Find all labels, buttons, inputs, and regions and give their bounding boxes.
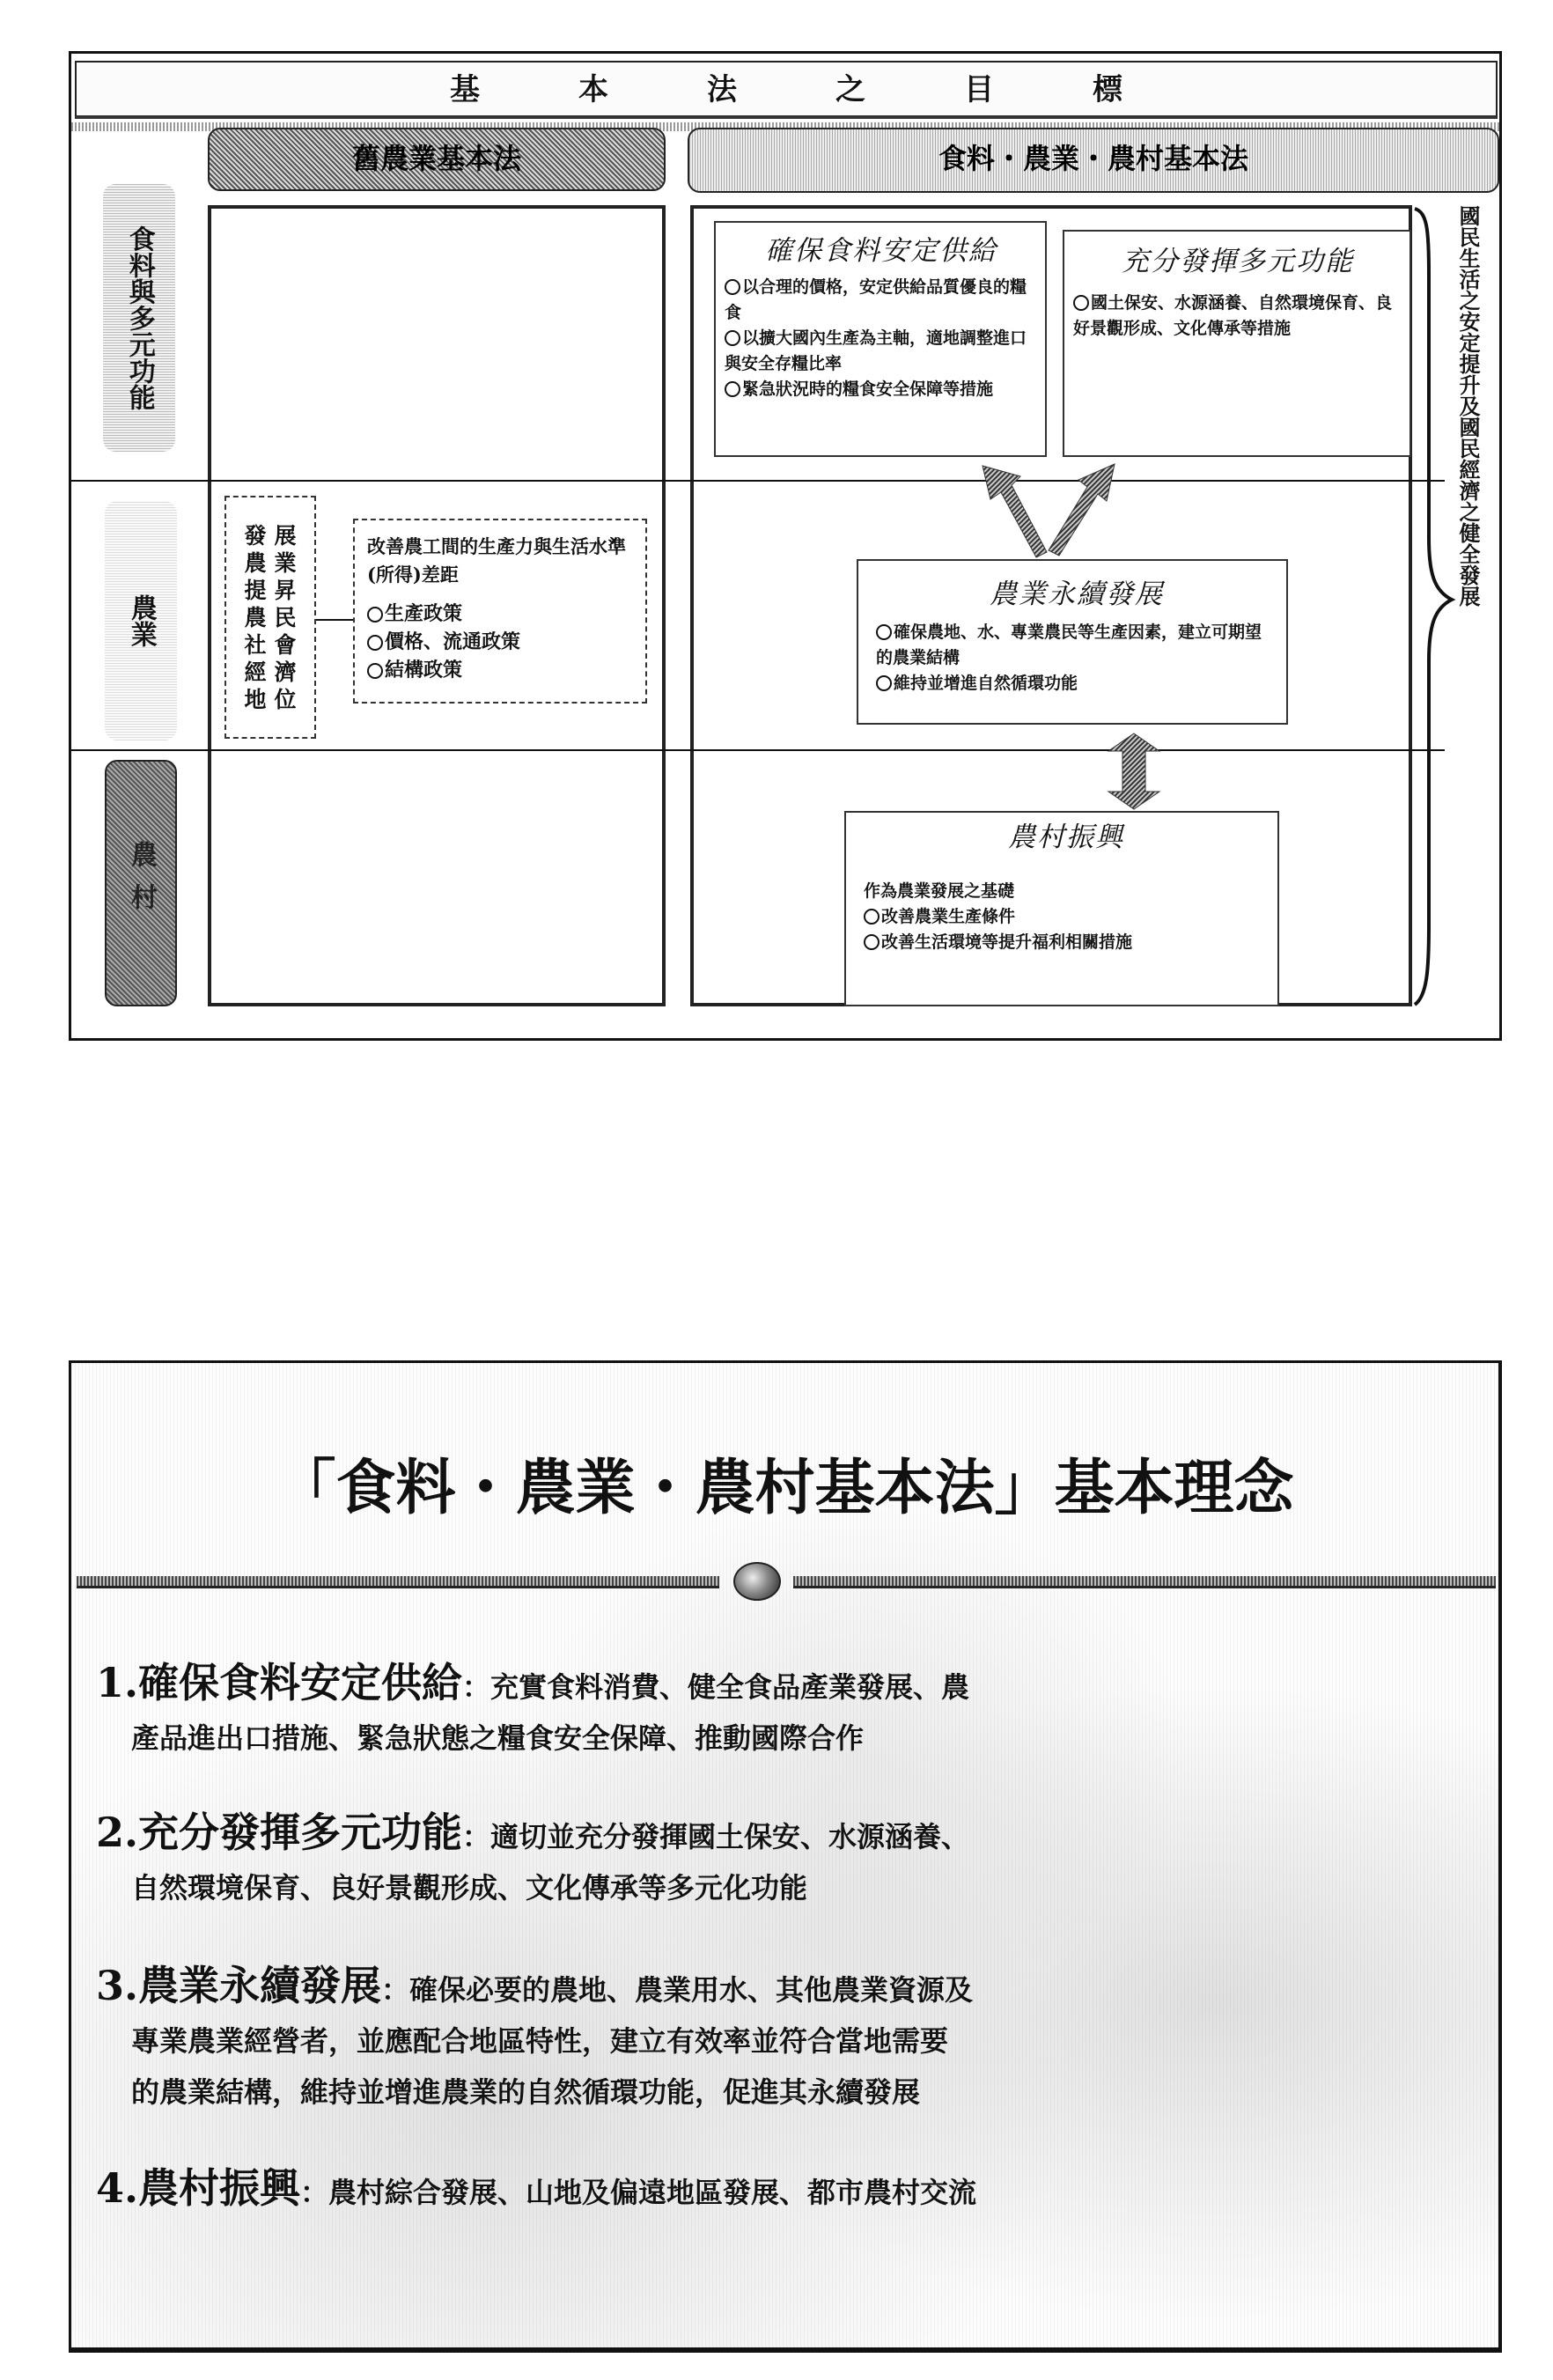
multifunction-box: [1063, 230, 1411, 457]
policy-item: [367, 628, 638, 656]
rural-revitalization-box: [844, 811, 1279, 1006]
food-supply-item: [725, 275, 1038, 326]
principle-text: 農村綜合發展、山地及偏遠地區發展、都市農村交流: [328, 2176, 977, 2209]
food-supply-box: [714, 221, 1047, 457]
principle-text-continued: 專業農業經營者，並應配合地區特性，建立有效率並符合當地需要: [131, 2024, 949, 2058]
goal-char: 民: [274, 604, 297, 630]
divider-gem-icon: [733, 1562, 781, 1601]
row-label-text: 食料與多元功能: [123, 225, 155, 410]
principle-item: [96, 1960, 1487, 2118]
rural-item-text: 改善農業生產條件: [881, 907, 1016, 926]
principle-text-continued: 產品進出口措施、緊急狀態之糧食安全保障、推動國際合作: [131, 1721, 865, 1755]
sustainable-item-text: 維持並增進自然循環功能: [894, 674, 1078, 693]
title-char: 目: [964, 72, 994, 107]
basic-principles-slide: [69, 1360, 1502, 2353]
title-char: 基: [450, 72, 480, 107]
sustainable-development-box: [857, 559, 1288, 725]
old-law-policy-box: [353, 519, 647, 704]
principle-text: 確保必要的農地、農業用水、其他農業資源及: [409, 1973, 974, 2007]
food-supply-item-text: 以擴大國內生產為主軸，適地調整進口與安全存糧比率: [725, 328, 1027, 373]
food-supply-item-text: 緊急狀況時的糧食安全保障等措施: [742, 379, 994, 399]
sustainable-item: [876, 671, 1277, 696]
rural-item: [864, 930, 1269, 955]
double-arrow-icon: [1103, 732, 1165, 811]
principle-text: 適切並充分發揮國土保安、水源涵養、: [490, 1820, 970, 1853]
sustainable-item: [876, 620, 1277, 671]
principle-heading: 充分發揮多元功能: [138, 1809, 463, 1856]
row-divider-line: [71, 749, 1445, 751]
principle-number: 1.: [96, 1659, 139, 1706]
food-supply-item: [725, 326, 1038, 377]
principle-heading: 農村振興: [138, 2164, 301, 2212]
goals-diagram-slide: [69, 51, 1502, 1041]
principle-text-continued: 的農業結構，維持並增進農業的自然循環功能，促進其永續發展: [131, 2075, 921, 2109]
title-divider-right: [793, 1576, 1496, 1588]
old-law-header: 舊農業基本法: [208, 128, 666, 191]
goal-char: 會: [274, 631, 297, 658]
rural-item-text: 改善生活環境等提升福利相關措施: [881, 932, 1133, 952]
row-label-food-multifunction: [103, 184, 175, 452]
brace-path: [1415, 209, 1452, 1005]
title-char: 法: [707, 72, 737, 107]
food-supply-item: [725, 377, 1038, 402]
sustainable-item-text: 確保農地、水、專業農民等生產因素，建立可期望的農業結構: [876, 623, 1262, 667]
slide-title: [77, 63, 1496, 117]
food-supply-title: 確保食料安定供給: [765, 235, 997, 267]
principle-separator: ：: [381, 1973, 410, 2007]
principle-text: 充實食料消費、健全食品產業發展、農: [490, 1670, 970, 1704]
principle-item: [96, 1807, 1487, 1913]
arrow-up-left: [983, 466, 1047, 557]
circle-bullet-icon: [725, 279, 740, 295]
goal-char: 地: [244, 686, 267, 712]
circle-bullet-icon: [876, 624, 892, 640]
goal-char: 社: [244, 631, 267, 658]
principle-heading: 確保食料安定供給: [138, 1659, 463, 1706]
circle-bullet-icon: [367, 607, 383, 623]
principle-separator: ：: [300, 2176, 329, 2209]
title-char: 本: [578, 72, 608, 107]
principle-number: 2.: [96, 1809, 139, 1856]
row-label-agriculture: [105, 501, 177, 741]
goal-char: 業: [274, 549, 297, 576]
circle-bullet-icon: [864, 934, 880, 950]
multifunction-title: 充分發揮多元功能: [1122, 246, 1354, 277]
slide-title-bar: [75, 61, 1498, 119]
rural-title: 農村振興: [1008, 822, 1124, 853]
goal-char: 提: [244, 577, 267, 603]
principle-item: [96, 2163, 1487, 2218]
old-law-goal-box: [224, 496, 316, 739]
row-label-text: 農業: [125, 594, 157, 647]
circle-bullet-icon: [367, 663, 383, 679]
old-law-goal-text: [240, 522, 300, 713]
circle-bullet-icon: [725, 381, 740, 397]
goal-char: 展: [274, 522, 297, 549]
title-divider-left: [77, 1576, 719, 1588]
row-divider-line: [71, 480, 1445, 482]
slide-title: 「食料・農業・農村基本法」基本理念: [276, 1454, 1294, 1523]
principle-item: [96, 1657, 1487, 1764]
title-char: 標: [1093, 72, 1122, 107]
goal-char: 發: [244, 522, 267, 549]
circle-bullet-icon: [876, 675, 892, 691]
food-supply-item-text: 以合理的價格，安定供給品質優良的糧食: [725, 277, 1027, 322]
rural-intro: 作為農業發展之基礎: [864, 881, 1015, 901]
principle-heading: 農業永續發展: [138, 1962, 382, 2009]
goal-char: 經: [244, 659, 267, 685]
principle-number: 3.: [96, 1962, 139, 2009]
goal-char: 位: [274, 686, 297, 712]
goal-char: 濟: [274, 659, 297, 685]
goal-char: 農: [244, 549, 267, 576]
title-char: 之: [835, 72, 865, 107]
goal-char: 農: [244, 604, 267, 630]
policy-item: [367, 600, 638, 628]
policy-item-text: 結構政策: [385, 659, 463, 682]
principle-text-continued: 自然環境保育、良好景觀形成、文化傳承等多元化功能: [131, 1871, 808, 1905]
circle-bullet-icon: [367, 635, 383, 651]
new-law-header: 食料・農業・農村基本法: [688, 128, 1499, 193]
multifunction-item: [1073, 291, 1402, 342]
overall-goal-text: 國民生活之安定提升及國民經濟之健全發展: [1455, 205, 1481, 607]
policy-item: [367, 656, 638, 684]
principle-number: 4.: [96, 2164, 139, 2212]
policy-item-text: 價格、流通政策: [385, 630, 521, 653]
policy-heading: 改善農工間的生產力與生活水準(所得)差距: [367, 535, 626, 586]
rural-item: [864, 904, 1269, 930]
arrow-up-right: [1049, 464, 1115, 556]
up-arrows-icon: [961, 457, 1137, 563]
circle-bullet-icon: [725, 330, 740, 346]
goal-char: 昇: [274, 577, 297, 603]
multifunction-item-text: 國土保安、水源涵養、自然環境保育、良好景觀形成、文化傳承等措施: [1073, 293, 1393, 338]
double-arrow: [1108, 733, 1159, 809]
connector-line: [316, 619, 353, 621]
circle-bullet-icon: [1073, 295, 1089, 311]
row-label-rural: [105, 760, 177, 1006]
row-label-text: 農村: [125, 841, 157, 925]
principle-separator: ：: [462, 1820, 491, 1853]
circle-bullet-icon: [864, 909, 880, 925]
sustainable-title: 農業永續發展: [990, 578, 1164, 610]
policy-item-text: 生產政策: [385, 602, 463, 625]
principle-separator: ：: [462, 1670, 491, 1704]
